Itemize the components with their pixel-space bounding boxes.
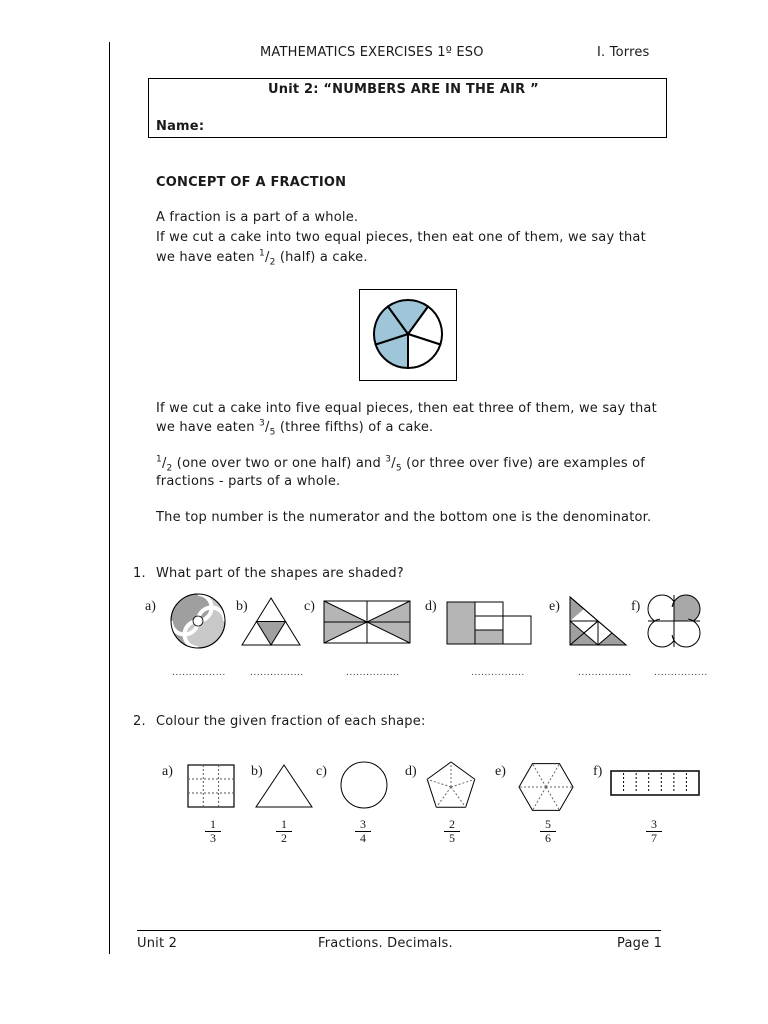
footer-page: Page 1 bbox=[617, 936, 663, 951]
shape-a-swirl bbox=[171, 594, 225, 648]
footer-center: Fractions. Decimals. bbox=[318, 936, 453, 951]
answer-blank-c[interactable]: ................ bbox=[346, 668, 400, 678]
shape-2f-bar[interactable] bbox=[611, 771, 699, 795]
worksheet-title: MATHEMATICS EXERCISES 1º ESO bbox=[260, 45, 484, 60]
exercise-1-number: 1. bbox=[133, 566, 146, 581]
answer-blank-b[interactable]: ................ bbox=[250, 668, 304, 678]
shape-2c-circle[interactable] bbox=[341, 762, 387, 808]
exercise-1-shapes bbox=[160, 590, 740, 660]
ex1-label-f: f) bbox=[631, 599, 641, 614]
shape-f-flower bbox=[648, 595, 700, 647]
bar-outline[interactable] bbox=[611, 771, 699, 795]
shape-2e-hexagon[interactable] bbox=[519, 764, 573, 811]
exercise-2-number: 2. bbox=[133, 714, 146, 729]
footer-left: Unit 2 bbox=[137, 936, 178, 951]
shape-2d-pentagon[interactable] bbox=[427, 762, 475, 807]
ex2-label-b: b) bbox=[251, 764, 263, 779]
ex2-fraction-f: $\frac{3}{7}$ bbox=[646, 818, 662, 845]
shape-d-blocks bbox=[447, 602, 531, 644]
ex2-label-a: a) bbox=[162, 764, 173, 779]
shape-2a-grid-square[interactable] bbox=[188, 765, 234, 807]
unit-title: Unit 2: “NUMBERS ARE IN THE AIR ” bbox=[268, 82, 539, 97]
section-heading: CONCEPT OF A FRACTION bbox=[156, 175, 347, 190]
exercise-2-shapes[interactable] bbox=[180, 760, 710, 814]
answer-blank-d[interactable]: ................ bbox=[471, 668, 525, 678]
paragraph-2-line-2: we have eaten $^3/_5$ (three fifths) of a cake. bbox=[156, 418, 434, 438]
exercise-2-prompt: Colour the given fraction of each shape: bbox=[156, 714, 426, 729]
paragraph-3-line-2: fractions - parts of a whole. bbox=[156, 474, 341, 489]
cake-figure bbox=[359, 289, 457, 381]
cake-circle-diagram bbox=[374, 300, 442, 368]
ex1-label-c: c) bbox=[304, 599, 315, 614]
ex2-fraction-d: $\frac{2}{5}$ bbox=[444, 818, 460, 845]
author-name: I. Torres bbox=[597, 45, 650, 60]
ex2-fraction-b: $\frac{1}{2}$ bbox=[276, 818, 292, 845]
ex2-fraction-a: $\frac{1}{3}$ bbox=[205, 818, 221, 845]
name-label: Name: bbox=[156, 119, 205, 134]
paragraph-2-line-1: If we cut a cake into five equal pieces, then eat three of them, we say that bbox=[156, 401, 657, 416]
ex2-fraction-c: $\frac{3}{4}$ bbox=[355, 818, 371, 845]
answer-blank-e[interactable]: ................ bbox=[578, 668, 632, 678]
ex2-fraction-e: $\frac{5}{6}$ bbox=[540, 818, 556, 845]
paragraph-1-line-1: A fraction is a part of a whole. bbox=[156, 210, 359, 225]
ex1-label-a: a) bbox=[145, 599, 156, 614]
shape-2b-triangle[interactable] bbox=[256, 765, 312, 807]
shape-e-right-triangle bbox=[570, 597, 626, 645]
pentagon-outline[interactable] bbox=[427, 762, 475, 807]
margin-line bbox=[109, 42, 110, 954]
ex2-label-d: d) bbox=[405, 764, 417, 779]
ex2-label-c: c) bbox=[316, 764, 327, 779]
ex2-label-e: e) bbox=[495, 764, 506, 779]
paragraph-3-line-1: $^1/_2$ (one over two or one half) and $^3/_5$ (or three over five) are examples of bbox=[156, 454, 646, 474]
ex1-label-d: d) bbox=[425, 599, 437, 614]
paragraph-1-line-3: we have eaten $^1/_2$ (half) a cake. bbox=[156, 248, 368, 268]
ex1-label-e: e) bbox=[549, 599, 560, 614]
answer-blank-a[interactable]: ................ bbox=[172, 668, 226, 678]
paragraph-1-line-2: If we cut a cake into two equal pieces, then eat one of them, we say that bbox=[156, 230, 646, 245]
shape-b-triangle bbox=[242, 598, 300, 645]
shape-c-rectangle bbox=[324, 601, 410, 643]
ex1-label-b: b) bbox=[236, 599, 248, 614]
ex2-label-f: f) bbox=[593, 764, 603, 779]
answer-blank-f[interactable]: ................ bbox=[654, 668, 708, 678]
paragraph-4: The top number is the numerator and the bottom one is the denominator. bbox=[156, 510, 652, 525]
footer-line bbox=[137, 930, 661, 931]
exercise-1-prompt: What part of the shapes are shaded? bbox=[156, 566, 404, 581]
